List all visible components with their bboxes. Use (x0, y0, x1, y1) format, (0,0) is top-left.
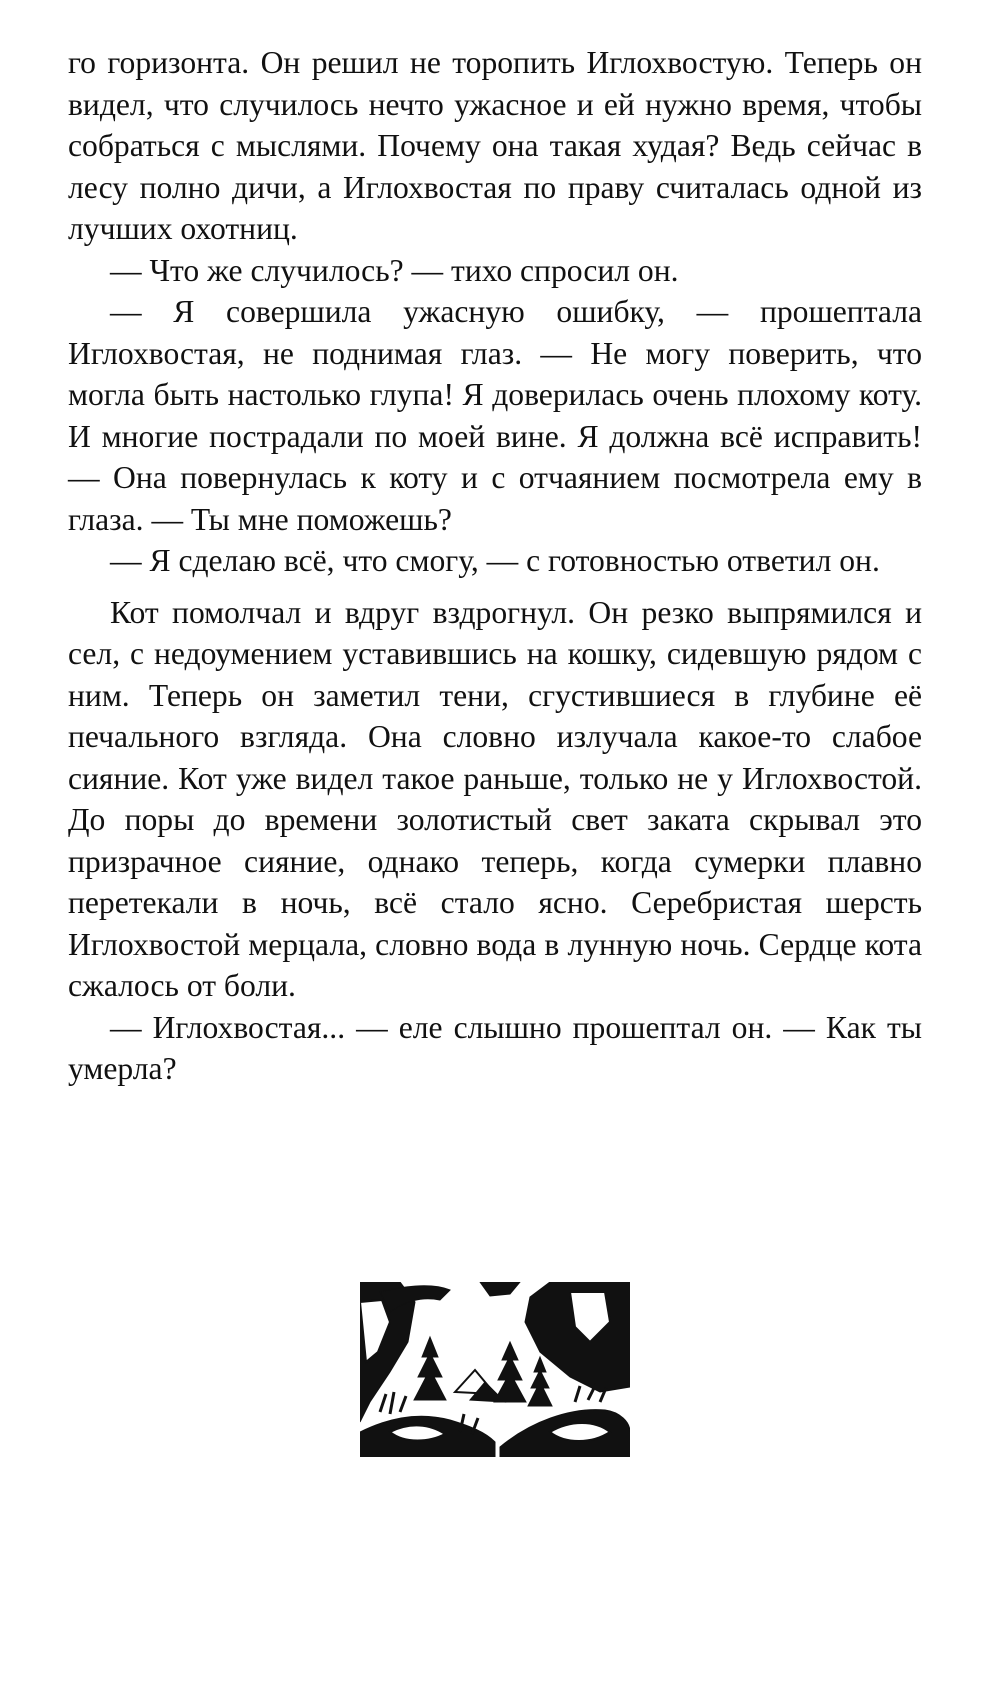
paragraph: Кот помолчал и вдруг вздрогнул. Он резко выпрямился и сел, с недоумением уставившись на кошку, сидевшую рядом с ним. Теперь он заметил тени, сгустившиеся в глубине её печального взгляда. Она словно излучала какое-то слабое сияние. Кот уже видел такое раньше, только не у Иглохвостой. До поры до времени золотистый свет заката скрывал это призрачное сияние, однако теперь, когда сумерки плавно перетекали в ночь, всё стало ясно. Серебристая шерсть Иглохвостой мерцала, словно вода в лунную ночь. Сердце кота сжалось от боли. (68, 594, 922, 1003)
paragraph: го горизонта. Он решил не торопить Иглохвостую. Теперь он видел, что случилось нечто ужасное и ей нужно время, чтобы собраться с мыслями. Почему она такая худая? Ведь сейчас в лесу полно дичи, а Иглохвостая по праву считалась одной из лучших охотниц. (68, 45, 922, 246)
paragraph: — Что же случилось? — тихо спросил он. (110, 252, 679, 288)
paragraph: — Иглохвостая... — еле слышно прошептал он. — Как ты умерла? (68, 1009, 922, 1086)
paragraph: — Я сделаю всё, что смогу, — с готовностью ответил он. (110, 543, 880, 578)
forest-vignette-icon (360, 1282, 630, 1457)
paragraph: — Я совершила ужасную ошибку, — прошептала Иглохвостая, не поднимая глаз. — Не могу поверить, что могла быть настолько глупа! Я доверилась очень плохому коту. И многие пострадали по моей вине. Я должна всё исправить! — Она повернулась к коту и с отчаянием посмотрела ему в глаза. — Ты мне поможешь? (68, 294, 922, 537)
body-text (68, 42, 922, 1090)
